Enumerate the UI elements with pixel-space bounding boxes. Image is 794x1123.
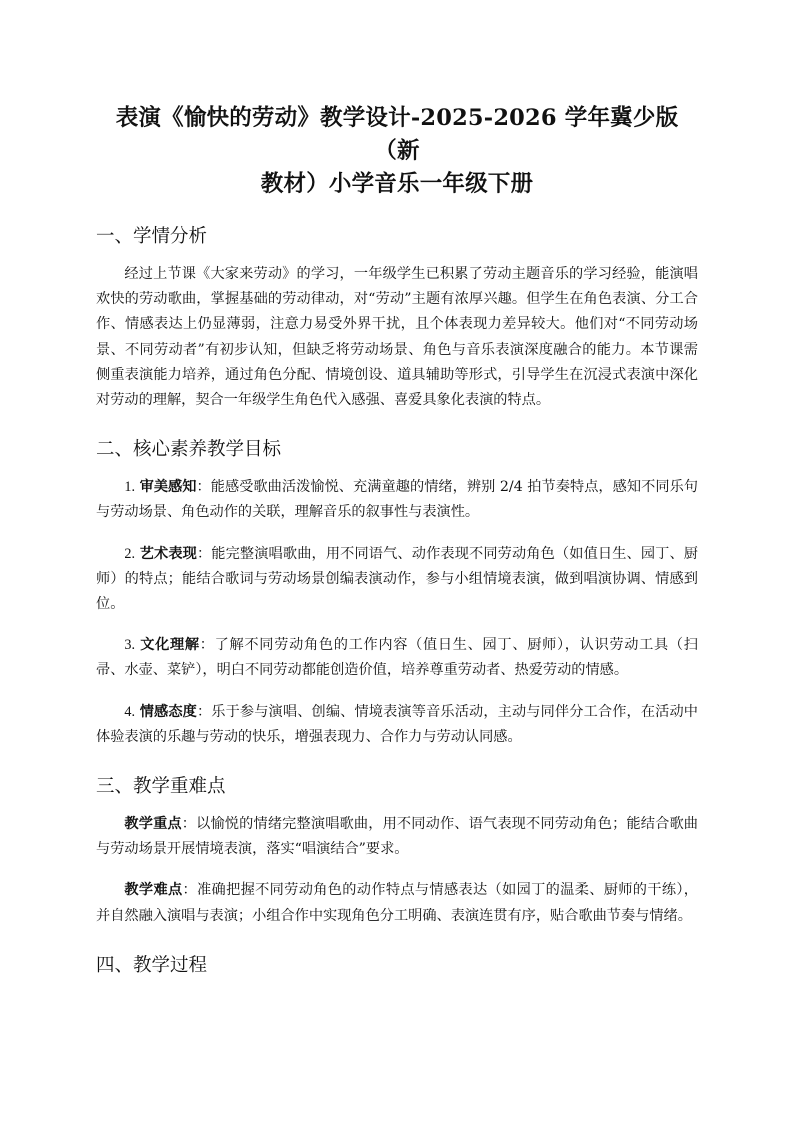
objective-text: ：能感受歌曲活泼愉悦、充满童趣的情绪，辨别 2/4 拍节奏特点，感知不同乐句与劳动场景、角色动作的关联，理解音乐的叙事性与表演性。 (96, 479, 698, 521)
objective-text: ：能完整演唱歌曲，用不同语气、动作表现不同劳动角色（如值日生、园丁、厨师）的特点；能结合歌词与劳动场景创编表演动作，参与小组情境表演，做到唱演协调、情感到位。 (96, 545, 698, 613)
objective-label: 文化理解 (140, 637, 200, 654)
objective-label: 情感态度 (139, 703, 197, 720)
section-heading-key-points: 三、教学重难点 (96, 776, 226, 798)
objective-item (96, 542, 698, 618)
objective-label: 艺术表现 (139, 545, 197, 562)
section-heading-analysis: 一、学情分析 (96, 226, 208, 247)
objective-item (96, 475, 698, 525)
difficulty-label: 教学难点 (124, 882, 183, 899)
objective-label: 审美感知 (139, 479, 197, 496)
objective-item (96, 700, 698, 750)
difficulty-item (96, 878, 698, 928)
objective-text: ：乐于参与演唱、创编、情境表演等音乐活动，主动与同伴分工合作，在活动中体验表演的乐趣与劳动的快乐，增强表现力、合作力与劳动认同感。 (96, 703, 698, 745)
objective-text: ：了解不同劳动角色的工作内容（值日生、园丁、厨师），认识劳动工具（扫帚、水壶、菜铲），明白不同劳动都能创造价值，培养尊重劳动者、热爱劳动的情感。 (96, 637, 698, 679)
section-heading-process: 四、教学过程 (96, 954, 208, 976)
difficulty-text: ：准确把握不同劳动角色的动作特点与情感表达（如园丁的温柔、厨师的干练），并自然融入演唱与表演；小组合作中实现角色分工明确、表演连贯有序，贴合歌曲节奏与情绪。 (96, 882, 698, 924)
title-line-2: 教材）小学音乐一年级下册 (260, 171, 534, 197)
document-title (96, 102, 698, 201)
analysis-paragraph: 经过上节课《大家来劳动》的学习，一年级学生已积累了劳动主题音乐的学习经验，能演唱欢快的劳动歌曲，掌握基础的劳动律动，对“劳动”主题有浓厚兴趣。但学生在角色表演、分工合作、情感表达上仍显薄弱，注意力易受外界干扰，且个体表现力差异较大。他们对“不同劳动场景、不同劳动者”有初步认知，但缺乏将劳动场景、角色与音乐表演深度融合的能力。本节课需侧重表演能力培养，通过角色分配、情境创设、道具辅助等形式，引导学生在沉浸式表演中深化对劳动的理解，契合一年级学生角色代入感强、喜爱具象化表演的特点。 (96, 266, 698, 409)
section-heading-objectives: 二、核心素养教学目标 (96, 439, 282, 461)
objective-item (96, 633, 698, 683)
objective-number: 1. (124, 479, 136, 496)
objective-number: 3. (124, 637, 136, 654)
objective-number: 2. (124, 545, 136, 562)
key-point-item (96, 812, 698, 862)
objective-number: 4. (124, 703, 136, 720)
title-line-1: 表演《愉快的劳动》教学设计-2025-2026 学年冀少版（新 (115, 105, 679, 164)
key-point-text: ：以愉悦的情绪完整演唱歌曲，用不同动作、语气表现不同劳动角色；能结合歌曲与劳动场景开展情境表演，落实“唱演结合”要求。 (96, 816, 698, 858)
key-point-label: 教学重点 (124, 816, 182, 833)
